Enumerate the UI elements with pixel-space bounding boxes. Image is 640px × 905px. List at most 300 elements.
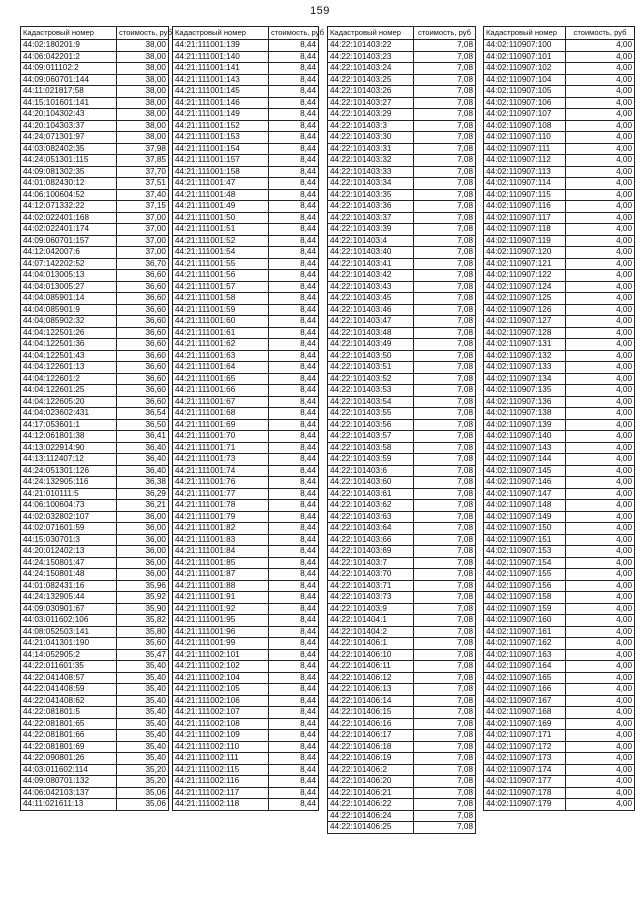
table-row [173,258,319,270]
table-row [328,120,476,132]
table-row [484,74,635,86]
table-row [328,350,476,362]
table-row [173,419,319,431]
cadastral-number-cell: 44:22:101406:14 [328,695,414,707]
cost-cell: 36,60 [117,304,169,316]
cost-cell: 8,44 [269,109,319,121]
table-row [484,339,635,351]
cost-cell: 35,47 [117,649,169,661]
table-row [328,822,476,834]
cost-cell: 4,00 [566,201,635,213]
cost-cell: 4,00 [566,741,635,753]
table-row [484,511,635,523]
table-row [328,396,476,408]
cadastral-number-cell: 44:02:110907:172 [484,741,566,753]
cadastral-number-cell: 44:22:101403:24 [328,63,414,75]
cost-cell: 7,08 [414,511,476,523]
cadastral-number-cell: 44:21:111001:50 [173,212,269,224]
table-row [173,638,319,650]
table-row [328,569,476,581]
cost-cell: 4,00 [566,684,635,696]
table-row [328,362,476,374]
cadastral-number-cell: 44:21:111001:49 [173,201,269,213]
table-row [328,672,476,684]
cadastral-number-cell: 44:21:111001:54 [173,247,269,259]
cadastral-number-cell: 44:21:111001:88 [173,580,269,592]
cadastral-number-cell: 44:07:142202:52 [21,258,117,270]
table-row [484,143,635,155]
table-row [173,350,319,362]
cost-cell: 36,00 [117,511,169,523]
table-row [328,224,476,236]
table-row [173,201,319,213]
table-row [328,63,476,75]
table-row [173,695,319,707]
cadastral-number-cell: 44:02:110907:163 [484,649,566,661]
cadastral-number-cell: 44:21:111001:95 [173,615,269,627]
cadastral-number-cell: 44:21:111001:79 [173,511,269,523]
cadastral-number-cell: 44:02:110907:102 [484,63,566,75]
table-row [328,247,476,259]
cost-cell: 4,00 [566,178,635,190]
table-row [173,465,319,477]
table-row [484,258,635,270]
cadastral-number-cell: 44:02:110907:144 [484,454,566,466]
cost-cell: 8,44 [269,51,319,63]
cost-cell: 35,60 [117,638,169,650]
cadastral-number-cell: 44:02:022401:168 [21,212,117,224]
cost-cell: 38,00 [117,51,169,63]
cost-cell: 7,08 [414,270,476,282]
cost-cell: 4,00 [566,396,635,408]
cost-cell: 35,20 [117,776,169,788]
cadastral-number-cell: 44:02:110907:155 [484,569,566,581]
table-row [484,569,635,581]
table-row [328,810,476,822]
table-row [328,97,476,109]
table-row [21,557,169,569]
cadastral-number-cell: 44:02:110907:111 [484,143,566,155]
table-row [484,281,635,293]
cadastral-number-cell: 44:21:111001:59 [173,304,269,316]
table-row [21,120,169,132]
table-row [173,293,319,305]
cadastral-number-cell: 44:21:111002:110 [173,741,269,753]
cadastral-table-1 [20,26,172,811]
cadastral-number-cell: 44:04:122601:2 [21,373,117,385]
table-row [328,592,476,604]
cadastral-number-cell: 44:22:101403:46 [328,304,414,316]
cadastral-number-cell: 44:02:110907:151 [484,534,566,546]
table-row [484,557,635,569]
cadastral-number-cell: 44:22:101406:15 [328,707,414,719]
table-row [173,316,319,328]
table-row [484,500,635,512]
table-row [484,718,635,730]
cost-cell: 8,44 [269,649,319,661]
cost-cell: 35,40 [117,753,169,765]
cost-cell: 37,15 [117,201,169,213]
cadastral-number-cell: 44:02:110907:117 [484,212,566,224]
table-row [484,707,635,719]
cadastral-number-cell: 44:09:081302:35 [21,166,117,178]
cost-cell: 4,00 [566,408,635,420]
cost-cell: 36,54 [117,408,169,420]
cost-cell: 35,40 [117,730,169,742]
cadastral-number-cell: 44:22:101403:48 [328,327,414,339]
cadastral-number-cell: 44:22:101406:12 [328,672,414,684]
table-row [484,304,635,316]
table-row [21,431,169,443]
cadastral-number-cell: 44:20:104303:37 [21,120,117,132]
cost-cell: 35,20 [117,764,169,776]
cost-cell: 7,08 [414,787,476,799]
cadastral-number-cell: 44:22:101406:18 [328,741,414,753]
cadastral-number-cell: 44:21:111001:76 [173,477,269,489]
cadastral-number-cell: 44:02:110907:120 [484,247,566,259]
cadastral-number-cell: 44:21:111001:61 [173,327,269,339]
cost-cell: 36,60 [117,281,169,293]
cadastral-number-cell: 44:03:011602:114 [21,764,117,776]
cadastral-number-cell: 44:02:110907:106 [484,97,566,109]
cost-cell: 7,08 [414,385,476,397]
cost-cell: 7,08 [414,350,476,362]
table-row [173,178,319,190]
cadastral-number-cell: 44:22:101403:47 [328,316,414,328]
cost-cell: 7,08 [414,546,476,558]
cost-cell: 4,00 [566,247,635,259]
cadastral-number-cell: 44:02:110907:104 [484,74,566,86]
table-row [21,63,169,75]
table-row [484,477,635,489]
cadastral-number-cell: 44:22:101406:25 [328,822,414,834]
table-header-row [328,27,476,40]
cost-cell: 8,44 [269,224,319,236]
table-row [328,787,476,799]
table-row [484,603,635,615]
cadastral-number-cell: 44:21:111001:78 [173,500,269,512]
cost-cell: 38,00 [117,97,169,109]
cost-cell: 4,00 [566,109,635,121]
cadastral-number-cell: 44:21:111002:101 [173,649,269,661]
cost-cell: 8,44 [269,235,319,247]
cadastral-number-cell: 44:22:101403:43 [328,281,414,293]
cadastral-number-cell: 44:22:101403:59 [328,454,414,466]
table-row [328,661,476,673]
table-row [173,603,319,615]
cadastral-number-cell: 44:21:111002:105 [173,684,269,696]
table-row [21,787,169,799]
table-row [484,615,635,627]
table-row [484,247,635,259]
cost-cell: 8,44 [269,592,319,604]
cost-cell: 8,44 [269,143,319,155]
cost-cell: 7,08 [414,258,476,270]
table-row [173,212,319,224]
table-row [328,603,476,615]
table-row [173,661,319,673]
cadastral-number-cell: 44:21:111001:145 [173,86,269,98]
cost-cell: 7,08 [414,776,476,788]
cadastral-number-cell: 44:03:011602:106 [21,615,117,627]
cadastral-number-cell: 44:02:032802:107 [21,511,117,523]
table-row [173,224,319,236]
cadastral-number-cell: 44:22:101403:25 [328,74,414,86]
cadastral-number-cell: 44:02:110907:101 [484,51,566,63]
table-row [328,109,476,121]
table-row [173,454,319,466]
cost-cell: 4,00 [566,695,635,707]
cadastral-number-cell: 44:21:111001:146 [173,97,269,109]
table-row [21,155,169,167]
cadastral-number-cell: 44:22:101406:20 [328,776,414,788]
table-row [21,247,169,259]
table-row [328,385,476,397]
table-row [484,442,635,454]
cost-cell: 8,44 [269,86,319,98]
cadastral-number-cell: 44:22:101403:56 [328,419,414,431]
table-row [21,293,169,305]
cost-cell: 8,44 [269,74,319,86]
cadastral-number-cell: 44:21:111001:91 [173,592,269,604]
cost-cell: 8,44 [269,63,319,75]
table-row [173,155,319,167]
cadastral-number-cell: 44:22:101403:39 [328,224,414,236]
cadastral-number-cell: 44:22:101403:33 [328,166,414,178]
cadastral-number-cell: 44:02:110907:138 [484,408,566,420]
cadastral-number-cell: 44:21:111001:65 [173,373,269,385]
cost-cell: 8,44 [269,718,319,730]
table-row [328,684,476,696]
cadastral-number-cell: 44:22:101403:42 [328,270,414,282]
cadastral-number-cell: 44:09:060701:157 [21,235,117,247]
cadastral-number-cell: 44:02:110907:118 [484,224,566,236]
table-row [21,201,169,213]
cost-cell: 7,08 [414,557,476,569]
cadastral-number-cell: 44:21:111001:153 [173,132,269,144]
cadastral-number-cell: 44:21:111002:106 [173,695,269,707]
cadastral-number-cell: 44:02:110907:139 [484,419,566,431]
cost-cell: 8,44 [269,764,319,776]
cadastral-number-cell: 44:22:101406:1 [328,638,414,650]
cost-cell: 36,40 [117,465,169,477]
cadastral-number-cell: 44:22:101403:26 [328,86,414,98]
cost-cell: 8,44 [269,304,319,316]
table-row [484,362,635,374]
table-row [21,178,169,190]
table-row [484,109,635,121]
table-row [484,787,635,799]
cost-cell: 7,08 [414,109,476,121]
cost-cell: 36,60 [117,396,169,408]
cadastral-number-cell: 44:21:111001:157 [173,155,269,167]
cost-cell: 8,44 [269,385,319,397]
table-row [173,511,319,523]
cadastral-number-cell: 44:02:110907:140 [484,431,566,443]
table-row [484,270,635,282]
table-row [21,523,169,535]
cadastral-number-cell: 44:22:101403:40 [328,247,414,259]
cost-cell: 7,08 [414,51,476,63]
cost-cell: 4,00 [566,557,635,569]
table-row [21,546,169,558]
cadastral-number-cell: 44:02:110907:132 [484,350,566,362]
cost-cell: 4,00 [566,270,635,282]
cadastral-number-cell: 44:22:101403:41 [328,258,414,270]
cost-cell: 4,00 [566,362,635,374]
cadastral-number-cell: 44:21:111001:58 [173,293,269,305]
cadastral-number-cell: 44:21:111002:107 [173,707,269,719]
cadastral-number-cell: 44:22:101406:17 [328,730,414,742]
cadastral-number-cell: 44:21:111001:66 [173,385,269,397]
cadastral-number-cell: 44:13:112407:12 [21,454,117,466]
table-row [173,373,319,385]
table-row [484,776,635,788]
cost-cell: 7,08 [414,626,476,638]
table-row [173,615,319,627]
cadastral-number-cell: 44:21:111001:67 [173,396,269,408]
table-row [484,465,635,477]
cadastral-number-cell: 44:02:110907:171 [484,730,566,742]
cadastral-number-cell: 44:21:111001:87 [173,569,269,581]
cost-cell: 38,00 [117,86,169,98]
cadastral-number-cell: 44:21:111001:154 [173,143,269,155]
cost-cell: 4,00 [566,764,635,776]
cost-cell: 35,40 [117,661,169,673]
cost-cell: 7,08 [414,672,476,684]
cadastral-number-cell: 44:21:111002:118 [173,799,269,811]
table-row [173,787,319,799]
cost-cell: 36,60 [117,373,169,385]
cadastral-number-cell: 44:22:101403:53 [328,385,414,397]
cost-cell: 8,44 [269,741,319,753]
cost-cell: 7,08 [414,189,476,201]
cadastral-number-cell: 44:06:042103:137 [21,787,117,799]
cost-cell: 7,08 [414,649,476,661]
cadastral-number-cell: 44:21:111001:55 [173,258,269,270]
cadastral-number-cell: 44:21:111001:63 [173,350,269,362]
cadastral-number-cell: 44:02:110907:164 [484,661,566,673]
cadastral-number-cell: 44:21:111001:51 [173,224,269,236]
cadastral-table-4 [483,26,635,811]
table-row [21,592,169,604]
cost-cell: 7,08 [414,442,476,454]
table-row [173,304,319,316]
cadastral-number-cell: 44:02:110907:135 [484,385,566,397]
table-row [484,327,635,339]
cadastral-number-cell: 44:02:110907:107 [484,109,566,121]
table-row [21,258,169,270]
table-row [328,431,476,443]
cadastral-number-cell: 44:11:021611:13 [21,799,117,811]
cadastral-number-cell: 44:02:110907:114 [484,178,566,190]
cadastral-number-cell: 44:02:110907:158 [484,592,566,604]
cadastral-number-cell: 44:02:110907:115 [484,189,566,201]
cadastral-number-cell: 44:13:022914:90 [21,442,117,454]
table-row [21,339,169,351]
cost-cell: 38,00 [117,63,169,75]
cadastral-number-cell: 44:01:082431:16 [21,580,117,592]
cost-cell: 37,00 [117,235,169,247]
cost-cell: 36,00 [117,557,169,569]
header-cadastral-number: Кадастровый номер [484,27,566,40]
cadastral-number-cell: 44:09:011102:2 [21,63,117,75]
cost-cell: 7,08 [414,132,476,144]
cost-cell: 8,44 [269,155,319,167]
table-row [173,247,319,259]
cost-cell: 38,00 [117,74,169,86]
cadastral-number-cell: 44:21:111001:99 [173,638,269,650]
cadastral-number-cell: 44:22:101403:35 [328,189,414,201]
table-row [328,580,476,592]
cadastral-number-cell: 44:21:111001:85 [173,557,269,569]
cadastral-number-cell: 44:02:110907:159 [484,603,566,615]
cost-cell: 4,00 [566,40,635,52]
cost-cell: 37,00 [117,212,169,224]
table-row [173,684,319,696]
cost-cell: 8,44 [269,557,319,569]
cost-cell: 4,00 [566,132,635,144]
cost-cell: 4,00 [566,166,635,178]
cost-cell: 7,08 [414,63,476,75]
cost-cell: 36,60 [117,270,169,282]
cadastral-number-cell: 44:02:022401:174 [21,224,117,236]
cost-cell: 4,00 [566,511,635,523]
cadastral-number-cell: 44:21:111001:143 [173,74,269,86]
table-row [484,534,635,546]
cadastral-number-cell: 44:21:111001:96 [173,626,269,638]
cadastral-number-cell: 44:15:030701:3 [21,534,117,546]
cadastral-number-cell: 44:22:101406:13 [328,684,414,696]
table-row [173,546,319,558]
cadastral-number-cell: 44:22:081801:5 [21,707,117,719]
cost-cell: 7,08 [414,534,476,546]
cadastral-number-cell: 44:22:101403:61 [328,488,414,500]
cost-cell: 7,08 [414,224,476,236]
cost-cell: 8,44 [269,350,319,362]
table-row [328,373,476,385]
cost-cell: 36,29 [117,488,169,500]
cadastral-number-cell: 44:22:101403:58 [328,442,414,454]
cost-cell: 4,00 [566,454,635,466]
table-row [328,293,476,305]
table-row [484,212,635,224]
cadastral-number-cell: 44:24:051301:115 [21,155,117,167]
cadastral-number-cell: 44:02:110907:149 [484,511,566,523]
table-row [21,362,169,374]
cost-cell: 8,44 [269,419,319,431]
cost-cell: 4,00 [566,120,635,132]
table-row [173,327,319,339]
cadastral-number-cell: 44:22:101406:10 [328,649,414,661]
table-row [484,753,635,765]
cadastral-number-cell: 44:02:110907:145 [484,465,566,477]
cost-cell: 7,08 [414,523,476,535]
cost-cell: 8,44 [269,339,319,351]
cost-cell: 7,08 [414,235,476,247]
table-row [328,281,476,293]
cadastral-number-cell: 44:02:110907:119 [484,235,566,247]
cadastral-number-cell: 44:04:122501:43 [21,350,117,362]
cost-cell: 37,98 [117,143,169,155]
table-row [21,730,169,742]
table-row [484,178,635,190]
cost-cell: 4,00 [566,212,635,224]
table-row [328,166,476,178]
header-cadastral-number: Кадастровый номер [173,27,269,40]
table-row [484,799,635,811]
table-row [173,166,319,178]
